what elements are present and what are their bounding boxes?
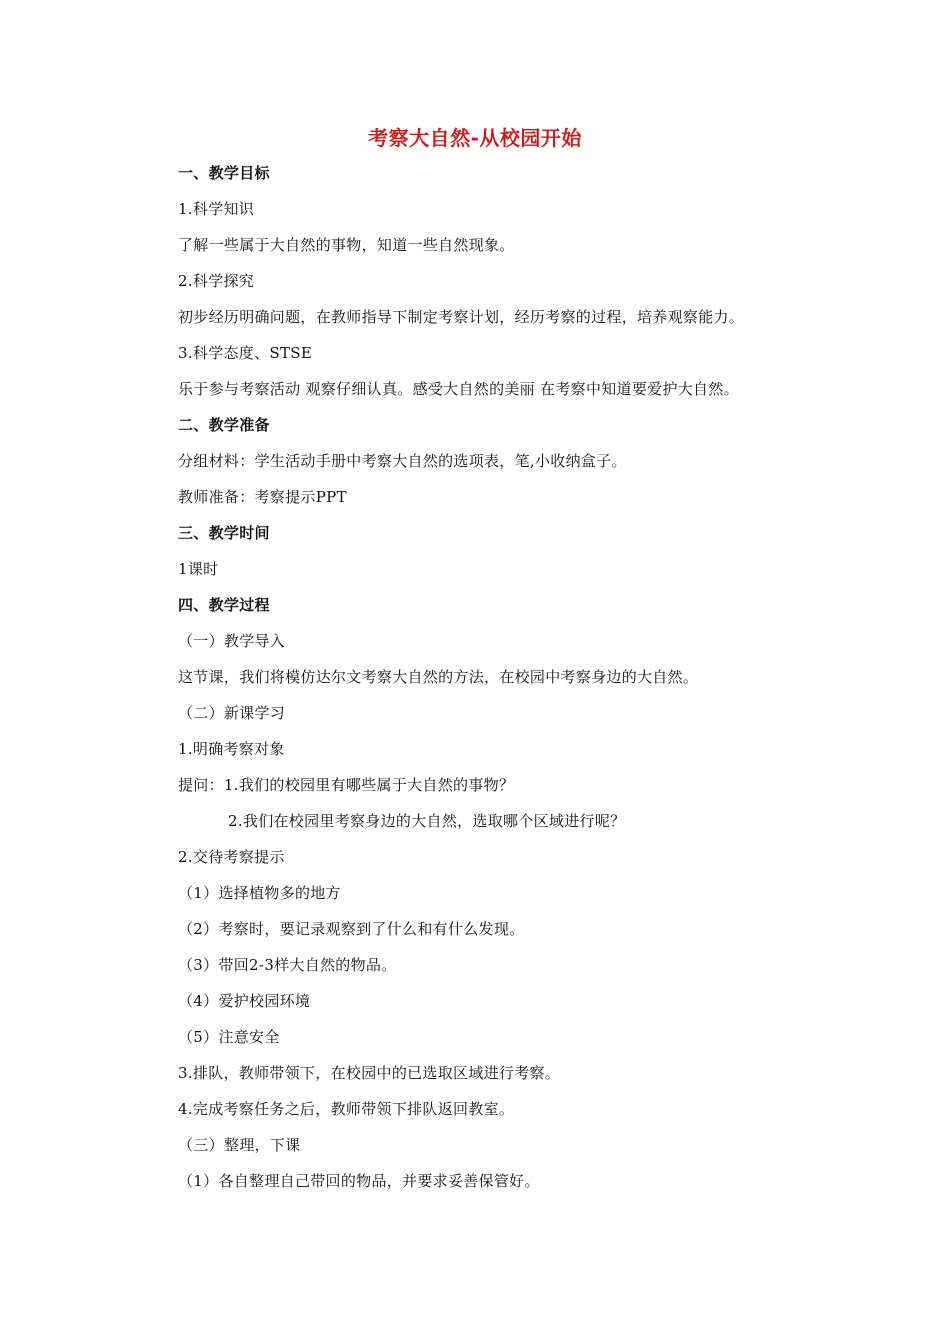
section-heading-time: 三、教学时间 bbox=[178, 524, 270, 542]
section-heading-preparation: 二、教学准备 bbox=[178, 416, 270, 434]
list-item: 2.我们在校园里考察身边的大自然，选取哪个区域进行呢？ bbox=[228, 812, 626, 830]
subheading-introduction: （一）教学导入 bbox=[178, 632, 286, 650]
list-item: （1）选择植物多的地方 bbox=[178, 884, 341, 902]
list-item: （4）爱护校园环境 bbox=[178, 992, 311, 1010]
paragraph: 初步经历明确问题，在教师指导下制定考察计划，经历考察的过程，培养观察能力。 bbox=[178, 308, 745, 326]
list-item: 3.排队，教师带领下，在校园中的已选取区域进行考察。 bbox=[178, 1064, 561, 1082]
subheading-new-lesson: （二）新课学习 bbox=[178, 704, 286, 722]
list-item: （5）注意安全 bbox=[178, 1028, 280, 1046]
paragraph: 了解一些属于大自然的事物，知道一些自然现象。 bbox=[178, 236, 515, 254]
subheading-science-attitude: 3.科学态度、STSE bbox=[178, 344, 313, 362]
subheading-science-knowledge: 1.科学知识 bbox=[178, 200, 255, 218]
section-heading-objectives: 一、教学目标 bbox=[178, 164, 270, 182]
section-heading-process: 四、教学过程 bbox=[178, 596, 270, 614]
paragraph: 分组材料：学生活动手册中考察大自然的选项表，笔,小收纳盒子。 bbox=[178, 452, 627, 470]
list-item: 4.完成考察任务之后，教师带领下排队返回教室。 bbox=[178, 1100, 515, 1118]
list-item: 1.明确考察对象 bbox=[178, 740, 285, 758]
list-item: （1）各自整理自己带回的物品，并要求妥善保管好。 bbox=[178, 1172, 540, 1190]
list-item: 2.交待考察提示 bbox=[178, 848, 285, 866]
subheading-wrap-up: （三）整理，下课 bbox=[178, 1136, 301, 1154]
list-item: （3）带回2-3样大自然的物品。 bbox=[178, 956, 397, 974]
list-item: （2）考察时，要记录观察到了什么和有什么发现。 bbox=[178, 920, 525, 938]
paragraph: 这节课，我们将模仿达尔文考察大自然的方法，在校园中考察身边的大自然。 bbox=[178, 668, 699, 686]
subheading-science-inquiry: 2.科学探究 bbox=[178, 272, 255, 290]
paragraph: 教师准备：考察提示PPT bbox=[178, 488, 347, 506]
document-title: 考察大自然-从校园开始 bbox=[368, 126, 582, 150]
list-item: 提问：1.我们的校园里有哪些属于大自然的事物？ bbox=[178, 776, 515, 794]
paragraph: 乐于参与考察活动 观察仔细认真。感受大自然的美丽 在考察中知道要爱护大自然。 bbox=[178, 380, 739, 398]
paragraph: 1课时 bbox=[178, 560, 219, 578]
